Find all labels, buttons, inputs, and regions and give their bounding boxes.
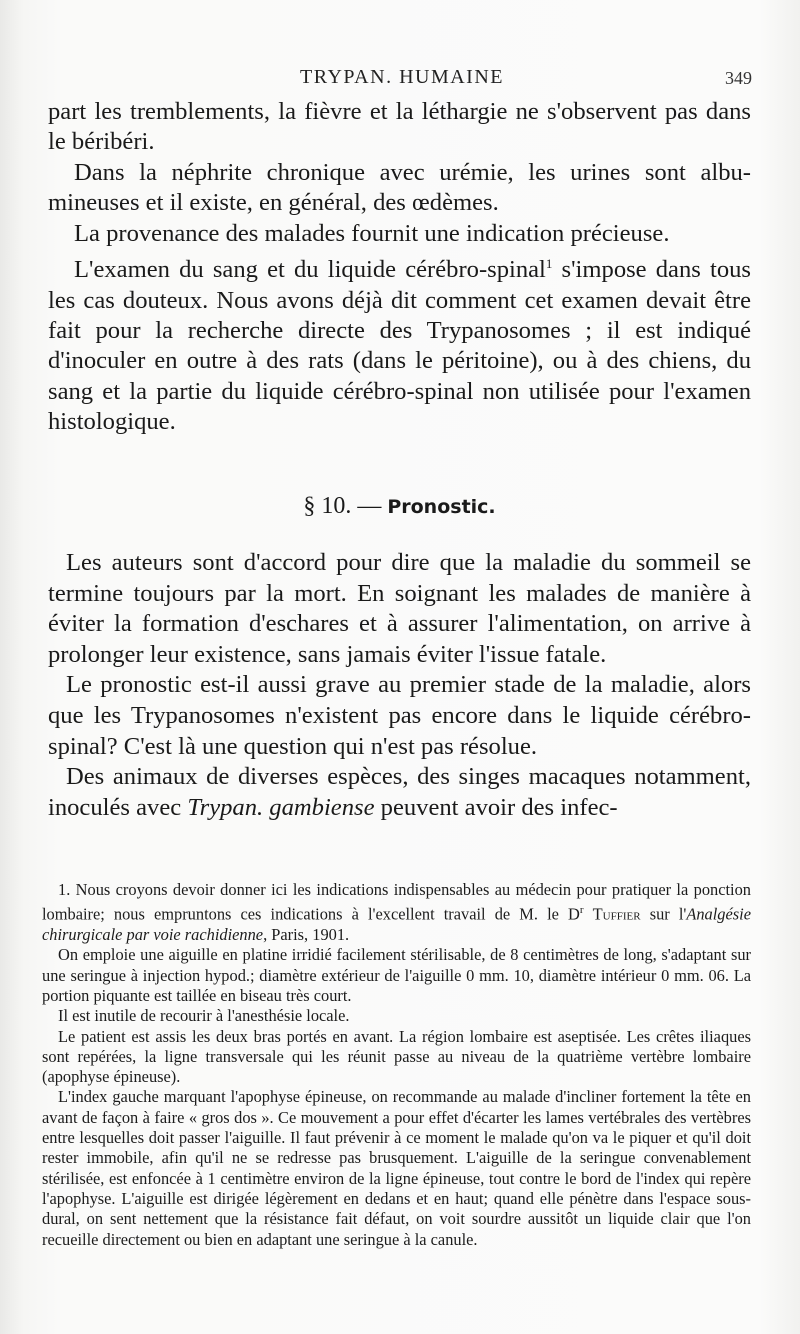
paragraph xyxy=(48,249,751,438)
section-number: § 10. — xyxy=(303,493,382,519)
footnote-ref: 1 xyxy=(545,256,553,272)
footnotes xyxy=(42,880,751,1250)
text-run: , Paris, 1901. xyxy=(263,925,350,945)
text-run: 1. Nous croyons devoir donner ici les indications indispensables au médecin pour pratiquer la ponction lombaire; nous empruntons ces indications à l'excellent travail de M. le D xyxy=(42,880,751,924)
page-header xyxy=(0,62,800,92)
text-run: s'impose dans tous les cas douteux. Nous avons déjà dit comment cet examen devait être fait pour la recherche directe des Trypanosomes ; il est indiqué d'inoculer en outre à des rats (dans le péritoine), ou à des chiens, du sang et la partie du liquide cérébro-spinal non utilisée pour l'examen histologique. xyxy=(48,256,752,436)
section-heading xyxy=(48,493,751,520)
paragraph: Le pronostic est-il aussi grave au premier stade de la maladie, alors que les Trypanosomes n'existent pas encore dans le liquide cérébro-spinal? C'est là une question qui n'est pas résolue. xyxy=(48,671,751,760)
paragraph xyxy=(48,762,751,823)
running-title: TRYPAN. HUMAINE xyxy=(300,66,505,88)
footnote-paragraph: On emploie une aiguille en platine irridié facilement stérilisable, de 8 centimètres de long, s'adaptant sur une seringue à injection hypod.; diamètre extérieur de l'aiguille 0 mm. 10, diamètre intérieur 0 mm. 06. La portion piquante est taillée en biseau très court. xyxy=(42,945,751,1005)
section-body xyxy=(48,548,751,823)
paragraph: Les auteurs sont d'accord pour dire que la maladie du sommeil se termine toujours par la mort. En soignant les malades de manière à éviter la formation d'eschares et à assurer l'alimentation, on arrive à prolonger leur existence, sans jamais éviter l'issue fatale. xyxy=(48,549,751,668)
paragraph: part les tremblements, la fièvre et la léthargie ne s'observent pas dans le béribéri. xyxy=(48,98,751,156)
footnote-paragraph: Le patient est assis les deux bras portés en avant. La région lombaire est aseptisée. Les crêtes iliaques sont repérées, la ligne transversale qui les réunit passe au niveau de la quatrième vertèbre lombaire (apophyse épineuse). xyxy=(42,1026,751,1087)
superscript: r xyxy=(579,904,584,917)
work-title: Analgésie chirurgicale par voie rachidienne xyxy=(42,904,751,945)
species-name: Trypan. gambiense xyxy=(187,793,375,821)
text-run: L'examen du sang et du liquide cérébro-spinal xyxy=(74,256,546,284)
text-run: peuvent avoir des infec- xyxy=(374,793,618,821)
main-text xyxy=(48,97,751,438)
text-run: Des animaux de diverses espèces, des singes macaques notamment, inoculés avec xyxy=(48,763,751,821)
page-number: 349 xyxy=(725,68,752,88)
paragraph: La provenance des malades fournit une indication précieuse. xyxy=(74,219,670,247)
text-run: sur l' xyxy=(640,904,687,924)
footnote-paragraph: L'index gauche marquant l'apophyse épineuse, on recommande au malade d'incliner fortement la tête en avant de façon à faire « gros dos ». Ce mouvement a pour effet d'écarter les lames vertébrales des vertèbres entre lesquelles doit passer l'aiguille. Il faut prévenir à ce moment le malade qu'on va le piquer et qu'il doit rester immobile, afin qu'il ne se redresse pas brusquement. L'aiguille de la seringue convenablement stérilisée, est enfoncée à 1 centimètre environ de la ligne épineuse, tout contre le bord de l'index qui repère l'apophyse. L'aiguille est dirigée légèrement en dedans et en haut; quand elle pénètre dans l'espace sous-dural, on sent nettement que la résistance fait défaut, on voit sourdre aussitôt un liquide clair que l'on recueille directement ou bien en adaptant une seringue à la canule. xyxy=(42,1087,751,1249)
author-name: Tuffier xyxy=(592,904,641,924)
paragraph: Dans la néphrite chronique avec urémie, les urines sont albumineuses et il existe, en général, des œdèmes. xyxy=(48,158,751,217)
section-title: Pronostic. xyxy=(387,496,496,518)
footnote-paragraph: Il est inutile de recourir à l'anesthésie locale. xyxy=(58,1006,350,1026)
footnote-1 xyxy=(42,880,751,945)
